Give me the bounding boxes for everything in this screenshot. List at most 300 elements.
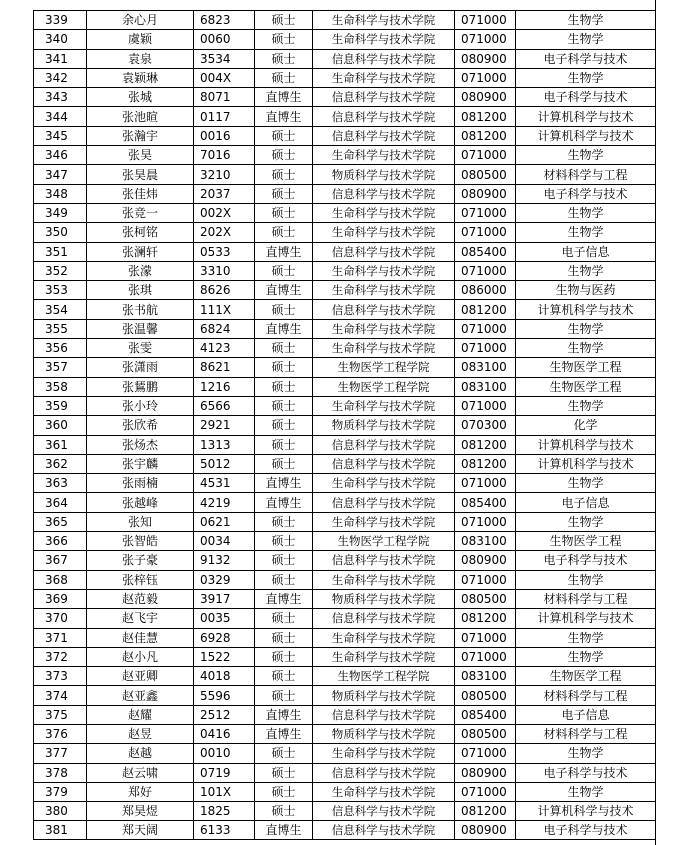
id-suffix-cell[interactable]: 1825 bbox=[194, 802, 255, 821]
id-suffix-cell[interactable]: 0533 bbox=[194, 242, 255, 261]
college-name-cell[interactable]: 信息科学与技术学院 bbox=[313, 300, 455, 319]
college-name-cell[interactable]: 信息科学与技术学院 bbox=[313, 107, 455, 126]
degree-type-cell[interactable]: 硕士 bbox=[255, 512, 313, 531]
major-name-cell[interactable]: 电子信息 bbox=[516, 242, 656, 261]
college-name-cell[interactable]: 生命科学与技术学院 bbox=[313, 281, 455, 300]
degree-type-cell[interactable]: 硕士 bbox=[255, 686, 313, 705]
college-name-cell[interactable]: 生物医学工程学院 bbox=[313, 358, 455, 377]
id-suffix-cell[interactable]: 1216 bbox=[194, 377, 255, 396]
student-name-cell[interactable]: 赵亚卿 bbox=[87, 667, 194, 686]
major-name-cell[interactable]: 计算机科学与技术 bbox=[516, 107, 656, 126]
student-name-cell[interactable]: 张濛 bbox=[87, 261, 194, 280]
id-suffix-cell[interactable]: 5596 bbox=[194, 686, 255, 705]
degree-type-cell[interactable]: 直博生 bbox=[255, 474, 313, 493]
major-code-cell[interactable]: 080500 bbox=[455, 165, 516, 184]
student-name-cell[interactable]: 赵飞宇 bbox=[87, 609, 194, 628]
major-code-cell[interactable]: 080900 bbox=[455, 88, 516, 107]
major-name-cell[interactable]: 生物与医药 bbox=[516, 281, 656, 300]
student-name-cell[interactable]: 张智皓 bbox=[87, 532, 194, 551]
degree-type-cell[interactable]: 硕士 bbox=[255, 68, 313, 87]
college-name-cell[interactable]: 信息科学与技术学院 bbox=[313, 705, 455, 724]
major-name-cell[interactable]: 计算机科学与技术 bbox=[516, 802, 656, 821]
id-suffix-cell[interactable]: 101X bbox=[194, 782, 255, 801]
college-name-cell[interactable]: 信息科学与技术学院 bbox=[313, 802, 455, 821]
college-name-cell[interactable]: 生命科学与技术学院 bbox=[313, 647, 455, 666]
student-name-cell[interactable]: 郑天阔 bbox=[87, 821, 194, 840]
major-name-cell[interactable]: 生物学 bbox=[516, 11, 656, 30]
row-number-cell[interactable]: 339 bbox=[34, 11, 87, 30]
college-name-cell[interactable]: 生物医学工程学院 bbox=[313, 377, 455, 396]
degree-type-cell[interactable]: 硕士 bbox=[255, 802, 313, 821]
major-code-cell[interactable]: 085400 bbox=[455, 242, 516, 261]
degree-type-cell[interactable]: 硕士 bbox=[255, 763, 313, 782]
major-name-cell[interactable]: 电子信息 bbox=[516, 493, 656, 512]
id-suffix-cell[interactable]: 0016 bbox=[194, 126, 255, 145]
degree-type-cell[interactable]: 硕士 bbox=[255, 126, 313, 145]
row-number-cell[interactable]: 343 bbox=[34, 88, 87, 107]
row-number-cell[interactable]: 359 bbox=[34, 396, 87, 415]
row-number-cell[interactable]: 347 bbox=[34, 165, 87, 184]
degree-type-cell[interactable]: 硕士 bbox=[255, 358, 313, 377]
student-name-cell[interactable]: 赵亚鑫 bbox=[87, 686, 194, 705]
degree-type-cell[interactable]: 硕士 bbox=[255, 223, 313, 242]
degree-type-cell[interactable]: 硕士 bbox=[255, 435, 313, 454]
college-name-cell[interactable]: 生命科学与技术学院 bbox=[313, 396, 455, 415]
major-code-cell[interactable]: 080900 bbox=[455, 551, 516, 570]
row-number-cell[interactable]: 364 bbox=[34, 493, 87, 512]
row-number-cell[interactable]: 376 bbox=[34, 724, 87, 743]
college-name-cell[interactable]: 生命科学与技术学院 bbox=[313, 474, 455, 493]
id-suffix-cell[interactable]: 4123 bbox=[194, 339, 255, 358]
row-number-cell[interactable]: 345 bbox=[34, 126, 87, 145]
row-number-cell[interactable]: 350 bbox=[34, 223, 87, 242]
row-number-cell[interactable]: 360 bbox=[34, 416, 87, 435]
row-number-cell[interactable]: 366 bbox=[34, 532, 87, 551]
major-code-cell[interactable]: 071000 bbox=[455, 744, 516, 763]
degree-type-cell[interactable]: 直博生 bbox=[255, 319, 313, 338]
major-code-cell[interactable]: 081200 bbox=[455, 300, 516, 319]
id-suffix-cell[interactable]: 0060 bbox=[194, 30, 255, 49]
id-suffix-cell[interactable]: 6566 bbox=[194, 396, 255, 415]
id-suffix-cell[interactable]: 8071 bbox=[194, 88, 255, 107]
student-name-cell[interactable]: 赵耀 bbox=[87, 705, 194, 724]
student-name-cell[interactable]: 张鵟鹏 bbox=[87, 377, 194, 396]
major-code-cell[interactable]: 071000 bbox=[455, 474, 516, 493]
id-suffix-cell[interactable]: 6928 bbox=[194, 628, 255, 647]
degree-type-cell[interactable]: 硕士 bbox=[255, 30, 313, 49]
college-name-cell[interactable]: 物质科学与技术学院 bbox=[313, 686, 455, 705]
college-name-cell[interactable]: 生命科学与技术学院 bbox=[313, 261, 455, 280]
row-number-cell[interactable]: 378 bbox=[34, 763, 87, 782]
degree-type-cell[interactable]: 硕士 bbox=[255, 667, 313, 686]
id-suffix-cell[interactable]: 202X bbox=[194, 223, 255, 242]
student-name-cell[interactable]: 赵昱 bbox=[87, 724, 194, 743]
major-name-cell[interactable]: 计算机科学与技术 bbox=[516, 300, 656, 319]
row-number-cell[interactable]: 348 bbox=[34, 184, 87, 203]
id-suffix-cell[interactable]: 3210 bbox=[194, 165, 255, 184]
id-suffix-cell[interactable]: 1522 bbox=[194, 647, 255, 666]
row-number-cell[interactable]: 377 bbox=[34, 744, 87, 763]
major-code-cell[interactable]: 080500 bbox=[455, 724, 516, 743]
student-name-cell[interactable]: 余心月 bbox=[87, 11, 194, 30]
college-name-cell[interactable]: 信息科学与技术学院 bbox=[313, 821, 455, 840]
major-name-cell[interactable]: 生物学 bbox=[516, 319, 656, 338]
college-name-cell[interactable]: 生命科学与技术学院 bbox=[313, 744, 455, 763]
row-number-cell[interactable]: 346 bbox=[34, 146, 87, 165]
student-name-cell[interactable]: 赵佳慧 bbox=[87, 628, 194, 647]
row-number-cell[interactable]: 352 bbox=[34, 261, 87, 280]
degree-type-cell[interactable]: 硕士 bbox=[255, 532, 313, 551]
degree-type-cell[interactable]: 直博生 bbox=[255, 724, 313, 743]
student-name-cell[interactable]: 张昊 bbox=[87, 146, 194, 165]
major-code-cell[interactable]: 081200 bbox=[455, 802, 516, 821]
row-number-cell[interactable]: 367 bbox=[34, 551, 87, 570]
major-code-cell[interactable]: 083100 bbox=[455, 358, 516, 377]
degree-type-cell[interactable]: 直博生 bbox=[255, 242, 313, 261]
degree-type-cell[interactable]: 硕士 bbox=[255, 628, 313, 647]
major-name-cell[interactable]: 生物学 bbox=[516, 782, 656, 801]
major-code-cell[interactable]: 085400 bbox=[455, 493, 516, 512]
college-name-cell[interactable]: 信息科学与技术学院 bbox=[313, 184, 455, 203]
id-suffix-cell[interactable]: 002X bbox=[194, 203, 255, 222]
row-number-cell[interactable]: 381 bbox=[34, 821, 87, 840]
id-suffix-cell[interactable]: 2921 bbox=[194, 416, 255, 435]
student-name-cell[interactable]: 赵小凡 bbox=[87, 647, 194, 666]
row-number-cell[interactable]: 349 bbox=[34, 203, 87, 222]
degree-type-cell[interactable]: 硕士 bbox=[255, 203, 313, 222]
college-name-cell[interactable]: 生命科学与技术学院 bbox=[313, 628, 455, 647]
major-name-cell[interactable]: 生物医学工程 bbox=[516, 358, 656, 377]
major-code-cell[interactable]: 086000 bbox=[455, 281, 516, 300]
student-name-cell[interactable]: 虞颖 bbox=[87, 30, 194, 49]
major-name-cell[interactable]: 生物学 bbox=[516, 396, 656, 415]
row-number-cell[interactable]: 355 bbox=[34, 319, 87, 338]
major-code-cell[interactable]: 080500 bbox=[455, 686, 516, 705]
degree-type-cell[interactable]: 直博生 bbox=[255, 493, 313, 512]
row-number-cell[interactable]: 372 bbox=[34, 647, 87, 666]
college-name-cell[interactable]: 生命科学与技术学院 bbox=[313, 146, 455, 165]
major-name-cell[interactable]: 生物学 bbox=[516, 223, 656, 242]
major-name-cell[interactable]: 计算机科学与技术 bbox=[516, 435, 656, 454]
major-name-cell[interactable]: 电子科学与技术 bbox=[516, 763, 656, 782]
row-number-cell[interactable]: 341 bbox=[34, 49, 87, 68]
major-code-cell[interactable]: 071000 bbox=[455, 570, 516, 589]
college-name-cell[interactable]: 生命科学与技术学院 bbox=[313, 570, 455, 589]
major-code-cell[interactable]: 083100 bbox=[455, 667, 516, 686]
id-suffix-cell[interactable]: 1313 bbox=[194, 435, 255, 454]
college-name-cell[interactable]: 生命科学与技术学院 bbox=[313, 203, 455, 222]
student-name-cell[interactable]: 张柯铭 bbox=[87, 223, 194, 242]
degree-type-cell[interactable]: 直博生 bbox=[255, 88, 313, 107]
id-suffix-cell[interactable]: 0719 bbox=[194, 763, 255, 782]
major-code-cell[interactable]: 080900 bbox=[455, 49, 516, 68]
degree-type-cell[interactable]: 直博生 bbox=[255, 821, 313, 840]
degree-type-cell[interactable]: 硕士 bbox=[255, 184, 313, 203]
major-name-cell[interactable]: 生物学 bbox=[516, 628, 656, 647]
student-name-cell[interactable]: 张欣希 bbox=[87, 416, 194, 435]
row-number-cell[interactable]: 370 bbox=[34, 609, 87, 628]
student-name-cell[interactable]: 郑昊煜 bbox=[87, 802, 194, 821]
id-suffix-cell[interactable]: 2512 bbox=[194, 705, 255, 724]
college-name-cell[interactable]: 信息科学与技术学院 bbox=[313, 763, 455, 782]
degree-type-cell[interactable]: 硕士 bbox=[255, 11, 313, 30]
id-suffix-cell[interactable]: 2037 bbox=[194, 184, 255, 203]
student-name-cell[interactable]: 张梓钰 bbox=[87, 570, 194, 589]
id-suffix-cell[interactable]: 3310 bbox=[194, 261, 255, 280]
major-name-cell[interactable]: 材料科学与工程 bbox=[516, 589, 656, 608]
degree-type-cell[interactable]: 直博生 bbox=[255, 281, 313, 300]
row-number-cell[interactable]: 373 bbox=[34, 667, 87, 686]
student-name-cell[interactable]: 张知 bbox=[87, 512, 194, 531]
student-name-cell[interactable]: 张琪 bbox=[87, 281, 194, 300]
college-name-cell[interactable]: 信息科学与技术学院 bbox=[313, 126, 455, 145]
row-number-cell[interactable]: 351 bbox=[34, 242, 87, 261]
id-suffix-cell[interactable]: 0329 bbox=[194, 570, 255, 589]
id-suffix-cell[interactable]: 8626 bbox=[194, 281, 255, 300]
row-number-cell[interactable]: 357 bbox=[34, 358, 87, 377]
degree-type-cell[interactable]: 硕士 bbox=[255, 377, 313, 396]
major-name-cell[interactable]: 材料科学与工程 bbox=[516, 165, 656, 184]
major-code-cell[interactable]: 071000 bbox=[455, 782, 516, 801]
degree-type-cell[interactable]: 硕士 bbox=[255, 744, 313, 763]
degree-type-cell[interactable]: 硕士 bbox=[255, 146, 313, 165]
college-name-cell[interactable]: 生命科学与技术学院 bbox=[313, 30, 455, 49]
college-name-cell[interactable]: 生命科学与技术学院 bbox=[313, 223, 455, 242]
major-code-cell[interactable]: 071000 bbox=[455, 647, 516, 666]
id-suffix-cell[interactable]: 0035 bbox=[194, 609, 255, 628]
student-name-cell[interactable]: 张瀚宇 bbox=[87, 126, 194, 145]
student-name-cell[interactable]: 赵云啸 bbox=[87, 763, 194, 782]
major-name-cell[interactable]: 生物医学工程 bbox=[516, 667, 656, 686]
major-code-cell[interactable]: 080900 bbox=[455, 821, 516, 840]
major-code-cell[interactable]: 083100 bbox=[455, 532, 516, 551]
college-name-cell[interactable]: 信息科学与技术学院 bbox=[313, 609, 455, 628]
college-name-cell[interactable]: 物质科学与技术学院 bbox=[313, 724, 455, 743]
college-name-cell[interactable]: 生物医学工程学院 bbox=[313, 667, 455, 686]
row-number-cell[interactable]: 363 bbox=[34, 474, 87, 493]
student-name-cell[interactable]: 张越峰 bbox=[87, 493, 194, 512]
id-suffix-cell[interactable]: 0117 bbox=[194, 107, 255, 126]
college-name-cell[interactable]: 生命科学与技术学院 bbox=[313, 11, 455, 30]
id-suffix-cell[interactable]: 9132 bbox=[194, 551, 255, 570]
id-suffix-cell[interactable]: 3534 bbox=[194, 49, 255, 68]
student-name-cell[interactable]: 袁泉 bbox=[87, 49, 194, 68]
row-number-cell[interactable]: 342 bbox=[34, 68, 87, 87]
major-name-cell[interactable]: 生物学 bbox=[516, 744, 656, 763]
major-code-cell[interactable]: 071000 bbox=[455, 512, 516, 531]
major-code-cell[interactable]: 080900 bbox=[455, 763, 516, 782]
id-suffix-cell[interactable]: 6823 bbox=[194, 11, 255, 30]
major-code-cell[interactable]: 071000 bbox=[455, 628, 516, 647]
major-name-cell[interactable]: 电子科学与技术 bbox=[516, 49, 656, 68]
major-name-cell[interactable]: 生物学 bbox=[516, 647, 656, 666]
student-name-cell[interactable]: 张宇麟 bbox=[87, 454, 194, 473]
row-number-cell[interactable]: 358 bbox=[34, 377, 87, 396]
major-name-cell[interactable]: 生物学 bbox=[516, 30, 656, 49]
major-name-cell[interactable]: 计算机科学与技术 bbox=[516, 609, 656, 628]
major-name-cell[interactable]: 计算机科学与技术 bbox=[516, 126, 656, 145]
row-number-cell[interactable]: 340 bbox=[34, 30, 87, 49]
major-code-cell[interactable]: 071000 bbox=[455, 203, 516, 222]
row-number-cell[interactable]: 361 bbox=[34, 435, 87, 454]
student-name-cell[interactable]: 张竞一 bbox=[87, 203, 194, 222]
student-name-cell[interactable]: 张书航 bbox=[87, 300, 194, 319]
id-suffix-cell[interactable]: 0416 bbox=[194, 724, 255, 743]
major-name-cell[interactable]: 材料科学与工程 bbox=[516, 724, 656, 743]
student-name-cell[interactable]: 张佳炜 bbox=[87, 184, 194, 203]
row-number-cell[interactable]: 356 bbox=[34, 339, 87, 358]
id-suffix-cell[interactable]: 5012 bbox=[194, 454, 255, 473]
student-name-cell[interactable]: 郑好 bbox=[87, 782, 194, 801]
row-number-cell[interactable]: 380 bbox=[34, 802, 87, 821]
major-code-cell[interactable]: 081200 bbox=[455, 454, 516, 473]
id-suffix-cell[interactable]: 111X bbox=[194, 300, 255, 319]
major-name-cell[interactable]: 计算机科学与技术 bbox=[516, 454, 656, 473]
major-name-cell[interactable]: 生物学 bbox=[516, 146, 656, 165]
college-name-cell[interactable]: 生命科学与技术学院 bbox=[313, 512, 455, 531]
row-number-cell[interactable]: 371 bbox=[34, 628, 87, 647]
id-suffix-cell[interactable]: 6133 bbox=[194, 821, 255, 840]
degree-type-cell[interactable]: 硕士 bbox=[255, 782, 313, 801]
major-name-cell[interactable]: 电子信息 bbox=[516, 705, 656, 724]
college-name-cell[interactable]: 物质科学与技术学院 bbox=[313, 165, 455, 184]
row-number-cell[interactable]: 379 bbox=[34, 782, 87, 801]
id-suffix-cell[interactable]: 4531 bbox=[194, 474, 255, 493]
id-suffix-cell[interactable]: 8621 bbox=[194, 358, 255, 377]
student-name-cell[interactable]: 张城 bbox=[87, 88, 194, 107]
major-name-cell[interactable]: 生物医学工程 bbox=[516, 532, 656, 551]
id-suffix-cell[interactable]: 4219 bbox=[194, 493, 255, 512]
student-name-cell[interactable]: 张潇雨 bbox=[87, 358, 194, 377]
major-code-cell[interactable]: 071000 bbox=[455, 30, 516, 49]
college-name-cell[interactable]: 生命科学与技术学院 bbox=[313, 339, 455, 358]
student-name-cell[interactable]: 张澜轩 bbox=[87, 242, 194, 261]
college-name-cell[interactable]: 生命科学与技术学院 bbox=[313, 782, 455, 801]
row-number-cell[interactable]: 354 bbox=[34, 300, 87, 319]
major-code-cell[interactable]: 071000 bbox=[455, 261, 516, 280]
id-suffix-cell[interactable]: 6824 bbox=[194, 319, 255, 338]
row-number-cell[interactable]: 353 bbox=[34, 281, 87, 300]
degree-type-cell[interactable]: 硕士 bbox=[255, 49, 313, 68]
degree-type-cell[interactable]: 硕士 bbox=[255, 396, 313, 415]
degree-type-cell[interactable]: 硕士 bbox=[255, 165, 313, 184]
row-number-cell[interactable]: 368 bbox=[34, 570, 87, 589]
college-name-cell[interactable]: 信息科学与技术学院 bbox=[313, 454, 455, 473]
major-name-cell[interactable]: 生物医学工程 bbox=[516, 377, 656, 396]
major-name-cell[interactable]: 生物学 bbox=[516, 570, 656, 589]
degree-type-cell[interactable]: 硕士 bbox=[255, 609, 313, 628]
student-name-cell[interactable]: 张小玲 bbox=[87, 396, 194, 415]
degree-type-cell[interactable]: 硕士 bbox=[255, 416, 313, 435]
major-code-cell[interactable]: 071000 bbox=[455, 319, 516, 338]
id-suffix-cell[interactable]: 0621 bbox=[194, 512, 255, 531]
row-number-cell[interactable]: 375 bbox=[34, 705, 87, 724]
student-name-cell[interactable]: 张子豪 bbox=[87, 551, 194, 570]
major-name-cell[interactable]: 电子科学与技术 bbox=[516, 88, 656, 107]
major-name-cell[interactable]: 生物学 bbox=[516, 512, 656, 531]
student-name-cell[interactable]: 张雯 bbox=[87, 339, 194, 358]
college-name-cell[interactable]: 信息科学与技术学院 bbox=[313, 49, 455, 68]
major-code-cell[interactable]: 083100 bbox=[455, 377, 516, 396]
major-code-cell[interactable]: 071000 bbox=[455, 223, 516, 242]
major-code-cell[interactable]: 080900 bbox=[455, 184, 516, 203]
student-name-cell[interactable]: 张昊晨 bbox=[87, 165, 194, 184]
student-name-cell[interactable]: 张池暄 bbox=[87, 107, 194, 126]
degree-type-cell[interactable]: 直博生 bbox=[255, 589, 313, 608]
college-name-cell[interactable]: 生命科学与技术学院 bbox=[313, 68, 455, 87]
degree-type-cell[interactable]: 硕士 bbox=[255, 570, 313, 589]
college-name-cell[interactable]: 信息科学与技术学院 bbox=[313, 242, 455, 261]
degree-type-cell[interactable]: 硕士 bbox=[255, 339, 313, 358]
row-number-cell[interactable]: 362 bbox=[34, 454, 87, 473]
major-code-cell[interactable]: 071000 bbox=[455, 339, 516, 358]
row-number-cell[interactable]: 344 bbox=[34, 107, 87, 126]
major-code-cell[interactable]: 085400 bbox=[455, 705, 516, 724]
id-suffix-cell[interactable]: 3917 bbox=[194, 589, 255, 608]
degree-type-cell[interactable]: 硕士 bbox=[255, 454, 313, 473]
row-number-cell[interactable]: 374 bbox=[34, 686, 87, 705]
college-name-cell[interactable]: 信息科学与技术学院 bbox=[313, 435, 455, 454]
major-name-cell[interactable]: 电子科学与技术 bbox=[516, 184, 656, 203]
college-name-cell[interactable]: 物质科学与技术学院 bbox=[313, 589, 455, 608]
student-name-cell[interactable]: 袁颖琳 bbox=[87, 68, 194, 87]
college-name-cell[interactable]: 信息科学与技术学院 bbox=[313, 88, 455, 107]
major-name-cell[interactable]: 生物学 bbox=[516, 203, 656, 222]
major-name-cell[interactable]: 材料科学与工程 bbox=[516, 686, 656, 705]
major-name-cell[interactable]: 电子科学与技术 bbox=[516, 551, 656, 570]
major-name-cell[interactable]: 生物学 bbox=[516, 339, 656, 358]
major-code-cell[interactable]: 080500 bbox=[455, 589, 516, 608]
college-name-cell[interactable]: 信息科学与技术学院 bbox=[313, 493, 455, 512]
major-name-cell[interactable]: 化学 bbox=[516, 416, 656, 435]
major-name-cell[interactable]: 电子科学与技术 bbox=[516, 821, 656, 840]
degree-type-cell[interactable]: 直博生 bbox=[255, 705, 313, 724]
degree-type-cell[interactable]: 直博生 bbox=[255, 107, 313, 126]
degree-type-cell[interactable]: 硕士 bbox=[255, 300, 313, 319]
major-code-cell[interactable]: 071000 bbox=[455, 146, 516, 165]
major-name-cell[interactable]: 生物学 bbox=[516, 261, 656, 280]
id-suffix-cell[interactable]: 4018 bbox=[194, 667, 255, 686]
id-suffix-cell[interactable]: 004X bbox=[194, 68, 255, 87]
id-suffix-cell[interactable]: 0034 bbox=[194, 532, 255, 551]
student-name-cell[interactable]: 赵越 bbox=[87, 744, 194, 763]
major-code-cell[interactable]: 081200 bbox=[455, 609, 516, 628]
major-code-cell[interactable]: 071000 bbox=[455, 11, 516, 30]
major-code-cell[interactable]: 071000 bbox=[455, 396, 516, 415]
college-name-cell[interactable]: 生命科学与技术学院 bbox=[313, 319, 455, 338]
college-name-cell[interactable]: 信息科学与技术学院 bbox=[313, 551, 455, 570]
student-name-cell[interactable]: 张温馨 bbox=[87, 319, 194, 338]
row-number-cell[interactable]: 365 bbox=[34, 512, 87, 531]
major-name-cell[interactable]: 生物学 bbox=[516, 68, 656, 87]
student-name-cell[interactable]: 张炀杰 bbox=[87, 435, 194, 454]
student-name-cell[interactable]: 赵范毅 bbox=[87, 589, 194, 608]
degree-type-cell[interactable]: 硕士 bbox=[255, 647, 313, 666]
row-number-cell[interactable]: 369 bbox=[34, 589, 87, 608]
major-name-cell[interactable]: 生物学 bbox=[516, 474, 656, 493]
college-name-cell[interactable]: 生物医学工程学院 bbox=[313, 532, 455, 551]
degree-type-cell[interactable]: 硕士 bbox=[255, 261, 313, 280]
major-code-cell[interactable]: 070300 bbox=[455, 416, 516, 435]
student-name-cell[interactable]: 张雨楠 bbox=[87, 474, 194, 493]
major-code-cell[interactable]: 081200 bbox=[455, 126, 516, 145]
degree-type-cell[interactable]: 硕士 bbox=[255, 551, 313, 570]
id-suffix-cell[interactable]: 0010 bbox=[194, 744, 255, 763]
major-code-cell[interactable]: 071000 bbox=[455, 68, 516, 87]
major-code-cell[interactable]: 081200 bbox=[455, 107, 516, 126]
college-name-cell[interactable]: 物质科学与技术学院 bbox=[313, 416, 455, 435]
id-suffix-cell[interactable]: 7016 bbox=[194, 146, 255, 165]
